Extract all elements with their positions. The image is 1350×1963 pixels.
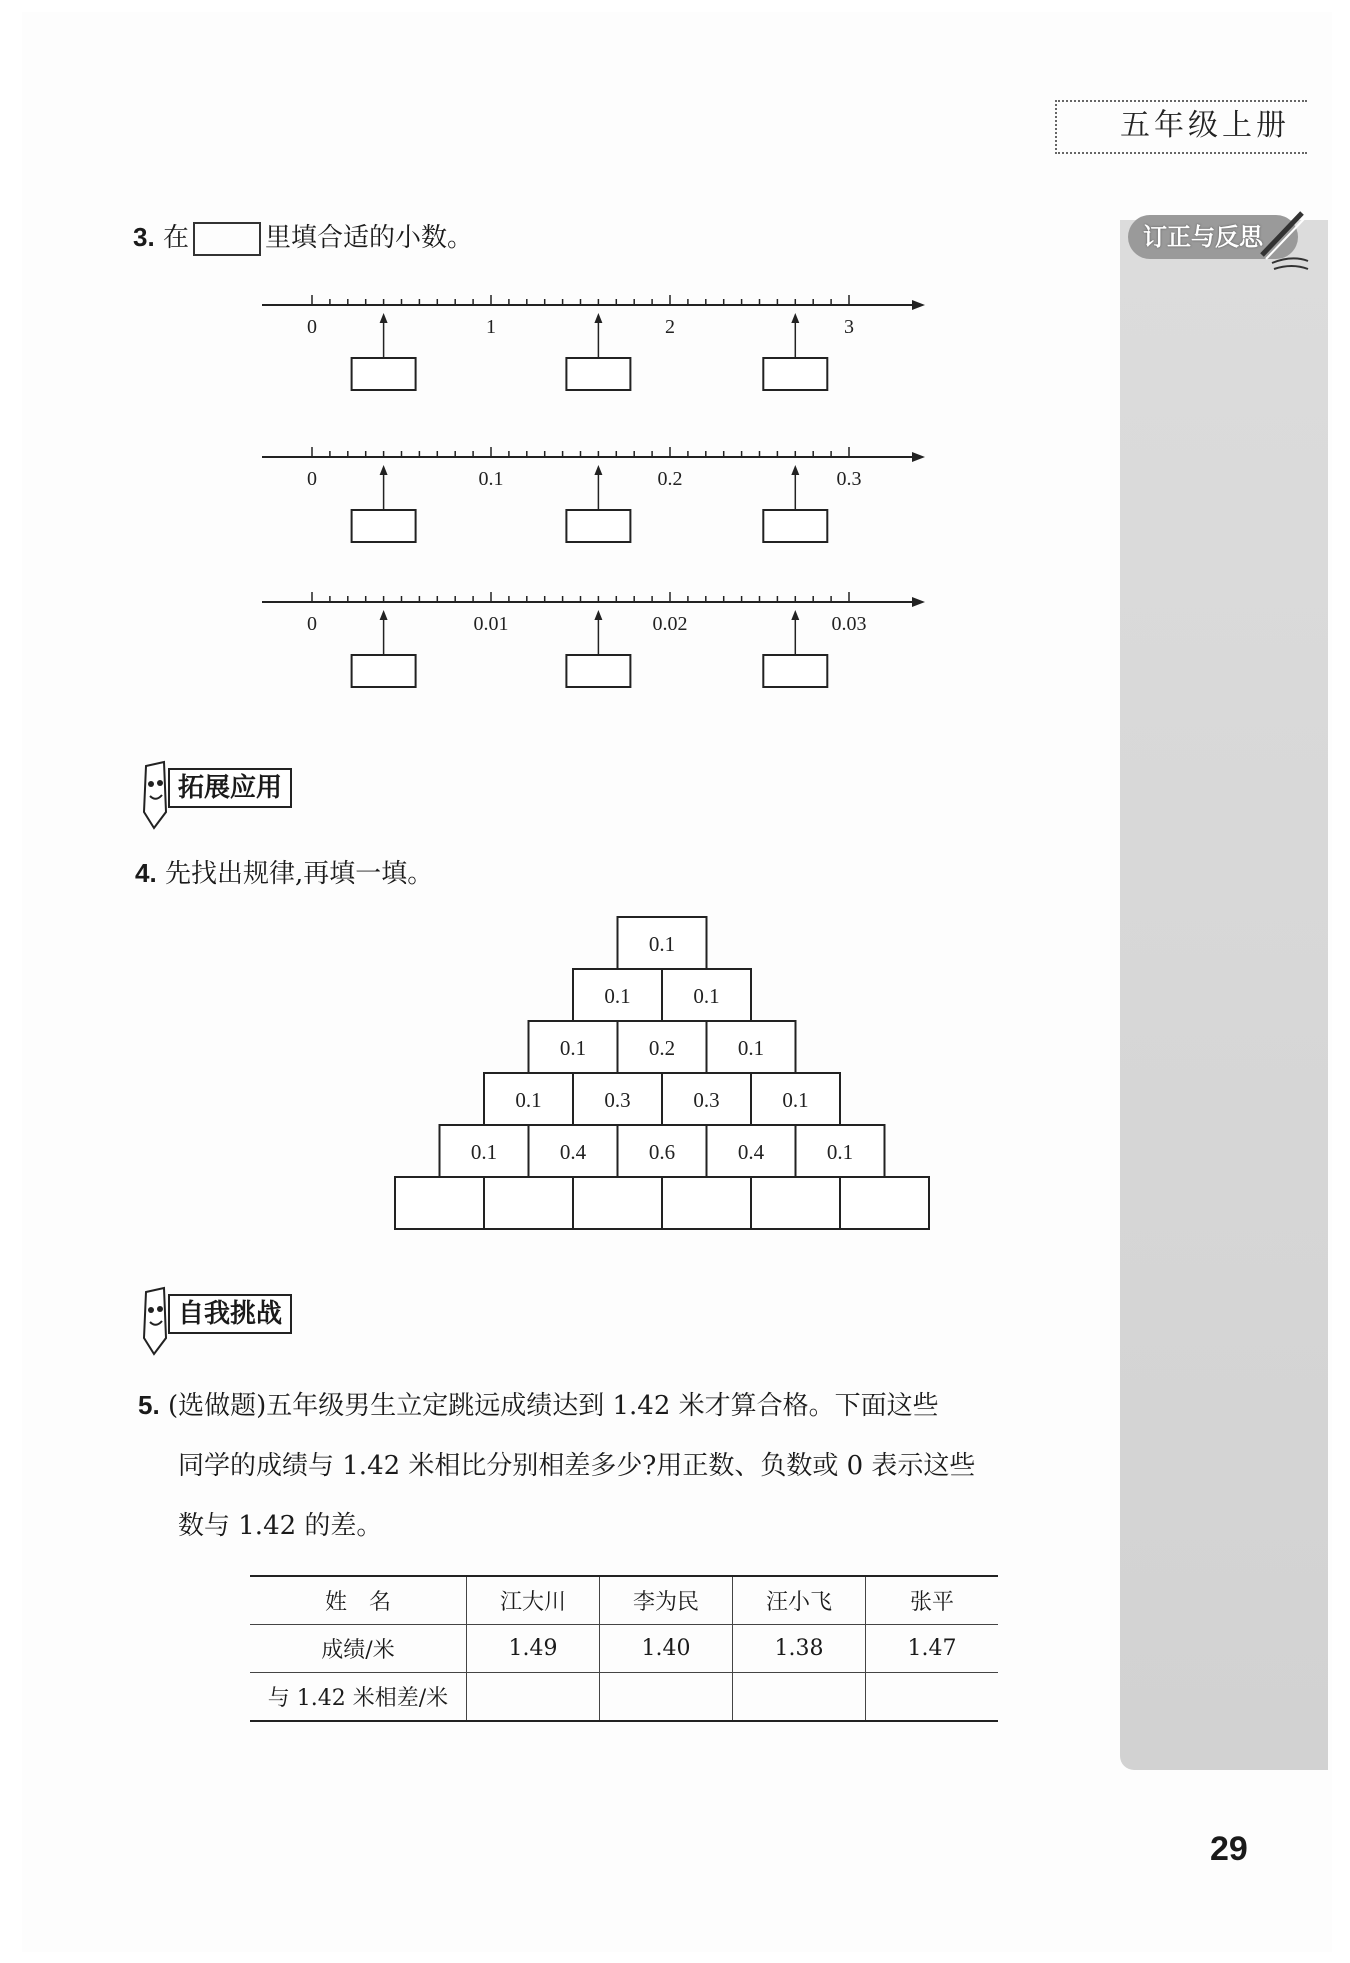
tick-label: 0.03 (831, 613, 867, 635)
tick-label: 0 (307, 468, 317, 490)
pyramid-answer-cell[interactable] (840, 1177, 929, 1229)
tick-label: 0 (307, 613, 317, 635)
table-cell: 1.49 (467, 1625, 600, 1673)
pyramid-value: 0.1 (782, 1088, 809, 1112)
table-cell: 1.47 (866, 1625, 999, 1673)
tick-label: 0 (307, 316, 317, 338)
answer-cell[interactable] (467, 1673, 600, 1722)
table-cell: 姓 名 (250, 1576, 467, 1625)
answer-cell[interactable] (866, 1673, 999, 1722)
q5-line2: 同学的成绩与 1.42 米相比分别相差多少?用正数、负数或 0 表示这些 (178, 1451, 976, 1481)
q3-number: 3. (133, 222, 155, 252)
table-cell: 1.38 (733, 1625, 866, 1673)
correction-sidebar[interactable] (1120, 220, 1328, 1770)
q5-line1-text: (选做题)五年级男生立定跳远成绩达到 1.42 米才算合格。下面这些 (167, 1391, 939, 1421)
pyramid-value: 0.1 (604, 984, 631, 1008)
q5-line3: 数与 1.42 的差。 (178, 1511, 383, 1541)
pyramid-value: 0.1 (470, 1140, 498, 1164)
section-challenge-label: 自我挑战 (168, 1294, 292, 1334)
section-expand-label: 拓展应用 (168, 768, 292, 808)
q4-number: 4. (135, 858, 157, 888)
section-challenge-banner (138, 1286, 338, 1356)
page-number: 29 (1210, 1830, 1248, 1868)
table-cell: 1.40 (600, 1625, 733, 1673)
q5-number: 5. (138, 1390, 160, 1420)
table-row (250, 1625, 998, 1673)
pyramid-value: 0.1 (515, 1088, 542, 1112)
pyramid-value: 0.1 (559, 1036, 587, 1060)
tick-label: 3 (844, 316, 854, 338)
q3-prefix: 在 (162, 223, 189, 253)
tick-label: 0.2 (657, 468, 683, 490)
grade-label: 五年级上册 (1120, 108, 1290, 143)
pyramid-value: 0.1 (648, 932, 676, 956)
pyramid-answer-cell[interactable] (395, 1177, 484, 1229)
q3-suffix: 里填合适的小数。 (264, 223, 473, 253)
table-cell: 张平 (866, 1576, 999, 1625)
number-pyramid (0, 0, 1000, 1250)
pyramid-answer-cell[interactable] (573, 1177, 662, 1229)
tick-label: 0.01 (473, 613, 509, 635)
pyramid-answer-cell[interactable] (484, 1177, 573, 1229)
sidebar-title: 订正与反思 (1143, 223, 1263, 251)
pencil-icon (1252, 205, 1312, 275)
tick-label: 2 (665, 316, 675, 338)
table-cell: 李为民 (600, 1576, 733, 1625)
pyramid-value: 0.1 (693, 984, 720, 1008)
q5-line1 (138, 1375, 1088, 1436)
table-row (250, 1673, 998, 1722)
pyramid-value: 0.2 (648, 1036, 676, 1060)
table-header-row (250, 1576, 998, 1625)
tick-label: 1 (486, 316, 496, 338)
pyramid-value: 0.4 (737, 1140, 765, 1164)
table-cell: 成绩/米 (250, 1625, 467, 1673)
tick-label: 0.02 (652, 613, 688, 635)
q5-paragraph (138, 1375, 1088, 1556)
pyramid-value: 0.1 (826, 1140, 854, 1164)
pyramid-value: 0.3 (693, 1088, 720, 1112)
answer-cell[interactable] (600, 1673, 733, 1722)
table-cell: 与 1.42 米相差/米 (250, 1673, 467, 1722)
table-cell: 汪小飞 (733, 1576, 866, 1625)
pyramid-value: 0.3 (604, 1088, 631, 1112)
answer-cell[interactable] (733, 1673, 866, 1722)
q4-text: 先找出规律,再填一填。 (164, 859, 434, 889)
pencil-mascot-icon (138, 1286, 172, 1356)
tick-label: 0.3 (836, 468, 862, 490)
pyramid-value: 0.1 (737, 1036, 765, 1060)
pyramid-value: 0.6 (648, 1140, 676, 1164)
tick-label: 0.1 (478, 468, 504, 490)
pyramid-answer-cell[interactable] (751, 1177, 840, 1229)
pyramid-value: 0.4 (559, 1140, 587, 1164)
jump-results-table (250, 1575, 998, 1722)
pyramid-answer-cell[interactable] (662, 1177, 751, 1229)
table-cell: 江大川 (467, 1576, 600, 1625)
